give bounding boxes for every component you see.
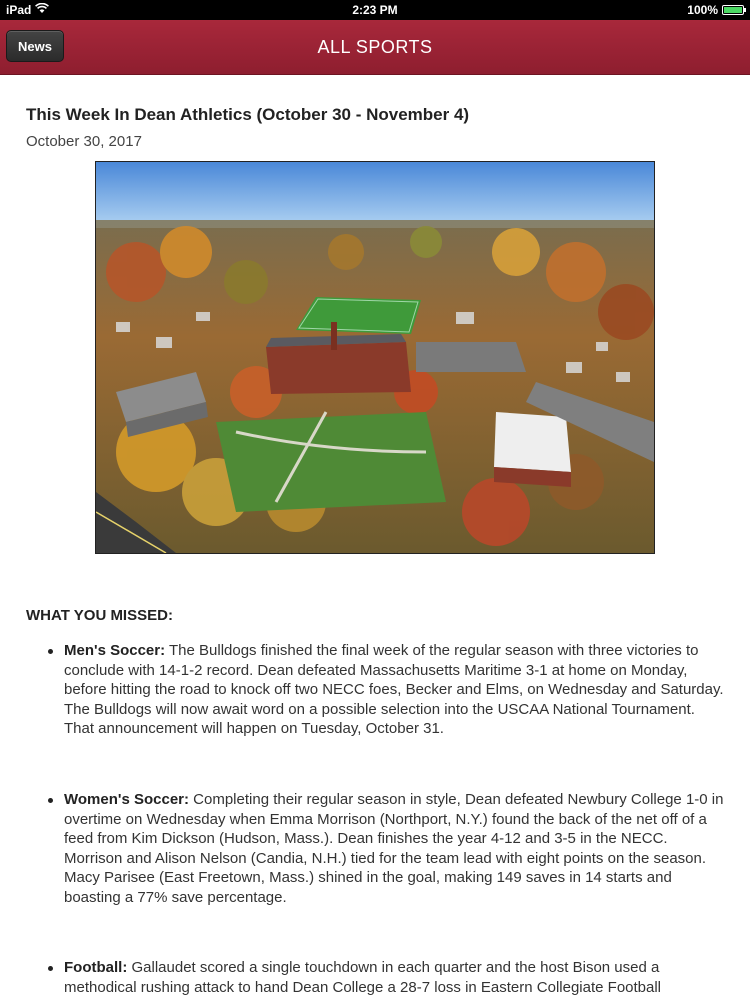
status-bar: [0, 0, 750, 20]
item-label: Men's Soccer:: [64, 642, 166, 659]
battery-percent: 100%: [687, 3, 718, 17]
campus-aerial-photo: [95, 161, 655, 554]
item-text: The Bulldogs finished the final week of the regular season with three victories to conclude with 14-1-2 record. Dean defeated Massachusetts Maritime 3-1 at home on Monday, before hitting the road to knock off two NECC foes, Becker and Elms, on Wednesday and Saturday. The Bulldogs will now await word on a possible selection into the USCAA National Tournament. That announcement will happen on Tuesday, October 31.: [64, 642, 724, 737]
status-time: 2:23 PM: [352, 3, 398, 17]
item-label: Football:: [64, 959, 128, 976]
battery-icon: [722, 5, 744, 15]
nav-title: ALL SPORTS: [317, 37, 433, 57]
nav-bar: [0, 20, 750, 75]
list-item-football: [64, 958, 724, 997]
list-item-womens-soccer: [64, 790, 724, 907]
news-back-button[interactable]: News: [6, 30, 64, 62]
item-text: Completing their regular season in style, Dean defeated Newbury College 1-0 in overtime on Wednesday when Emma Morrison (Northport, N.Y.) found the back of the net off of a feed from Kim Dickson (Hudson, Mass.). Dean finishes the year 4-12 and 3-5 in the NECC. Morrison and Alison Nelson (Candia, N.H.) tied for the team lead with eight points on the season. Macy Parisee (East Freetown, Mass.) shined in the goal, making 149 saves in 14 starts and boasting a 77% save percentage.: [64, 791, 724, 906]
device-name: iPad: [6, 3, 32, 17]
item-label: Women's Soccer:: [64, 791, 189, 808]
item-text: Gallaudet scored a single touchdown in each quarter and the host Bison used a methodical rushing attack to hand Dean College a 28-7 loss in Eastern Collegiate Football: [64, 959, 662, 996]
article-title: This Week In Dean Athletics (October 30 - November 4): [26, 105, 470, 124]
status-right: [687, 3, 744, 17]
article-date: October 30, 2017: [26, 133, 142, 150]
list-item-mens-soccer: [64, 641, 724, 739]
section-heading: WHAT YOU MISSED:: [26, 607, 173, 624]
